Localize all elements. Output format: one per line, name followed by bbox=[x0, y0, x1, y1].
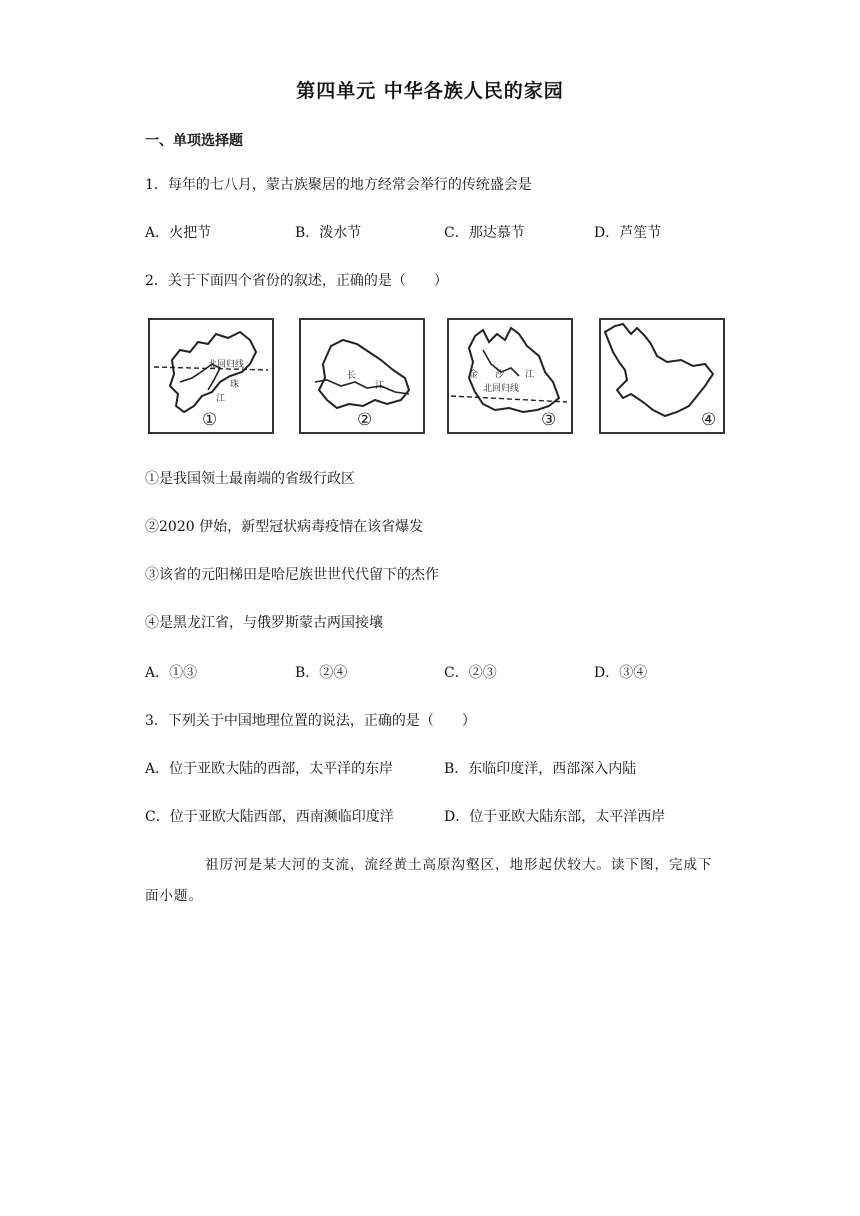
reading-passage: 祖厉河是某大河的支流，流经黄土高原沟壑区，地形起伏较大。读下图，完成下面小题。 bbox=[145, 857, 713, 904]
map-3-label-jiang: 江 bbox=[525, 370, 535, 380]
q3-option-b: B．东临印度洋，西部深入内陆 bbox=[444, 761, 637, 777]
q3-option-c: C．位于亚欧大陆西部，西南濒临印度洋 bbox=[145, 809, 394, 825]
q2-statement-3: ③该省的元阳梯田是哈尼族世世代代留下的杰作 bbox=[145, 567, 439, 583]
province-map-2 bbox=[299, 318, 425, 434]
map-1-label-tropic: 北回归线 bbox=[208, 360, 245, 370]
map-1-label-jiang: 江 bbox=[216, 394, 226, 404]
q3-option-d: D．位于亚欧大陆东部，太平洋西岸 bbox=[444, 809, 666, 825]
map-3-number: ③ bbox=[541, 410, 557, 430]
q2-option-b: B．②④ bbox=[295, 665, 348, 681]
q1-option-c: C．那达慕节 bbox=[444, 225, 525, 241]
province-map-4 bbox=[599, 318, 725, 434]
map-2-label-chang: 长 bbox=[347, 371, 357, 381]
map-2-number: ② bbox=[357, 410, 373, 430]
q1-option-a: A．火把节 bbox=[145, 225, 212, 241]
q1-option-d: D．芦笙节 bbox=[594, 225, 662, 241]
map-3-label-jin: 金 bbox=[469, 370, 479, 380]
q3-option-a: A．位于亚欧大陆的西部，太平洋的东岸 bbox=[145, 761, 394, 777]
page-title: 第四单元 中华各族人民的家园 bbox=[296, 80, 564, 102]
question-2-stem: 2．关于下面四个省份的叙述，正确的是（ ） bbox=[145, 273, 448, 289]
map-3-label-sha: 沙 bbox=[495, 370, 505, 380]
map-4-number: ④ bbox=[701, 410, 717, 430]
map-1-label-zhu: 珠 bbox=[230, 380, 240, 390]
q1-option-b: B．泼水节 bbox=[295, 225, 362, 241]
map-2-label-jiang: 江 bbox=[375, 381, 385, 391]
q2-statement-4: ④是黑龙江省，与俄罗斯蒙古两国接壤 bbox=[145, 615, 383, 631]
q2-statement-2: ②2020 伊始，新型冠状病毒疫情在该省爆发 bbox=[145, 519, 424, 535]
q2-option-c: C．②③ bbox=[444, 665, 497, 681]
q2-statement-1: ①是我国领土最南端的省级行政区 bbox=[145, 471, 355, 487]
question-3-stem: 3．下列关于中国地理位置的说法，正确的是（ ） bbox=[145, 713, 476, 729]
question-1-stem: 1．每年的七八月，蒙古族聚居的地方经常会举行的传统盛会是 bbox=[145, 177, 532, 193]
section-heading: 一、单项选择题 bbox=[145, 133, 243, 149]
map-1-number: ① bbox=[202, 410, 218, 430]
province-map-3 bbox=[447, 318, 573, 434]
q2-option-a: A．①③ bbox=[145, 665, 198, 681]
map-3-label-tropic: 北回归线 bbox=[483, 384, 520, 394]
q2-option-d: D．③④ bbox=[594, 665, 648, 681]
province-map-1 bbox=[148, 318, 274, 434]
